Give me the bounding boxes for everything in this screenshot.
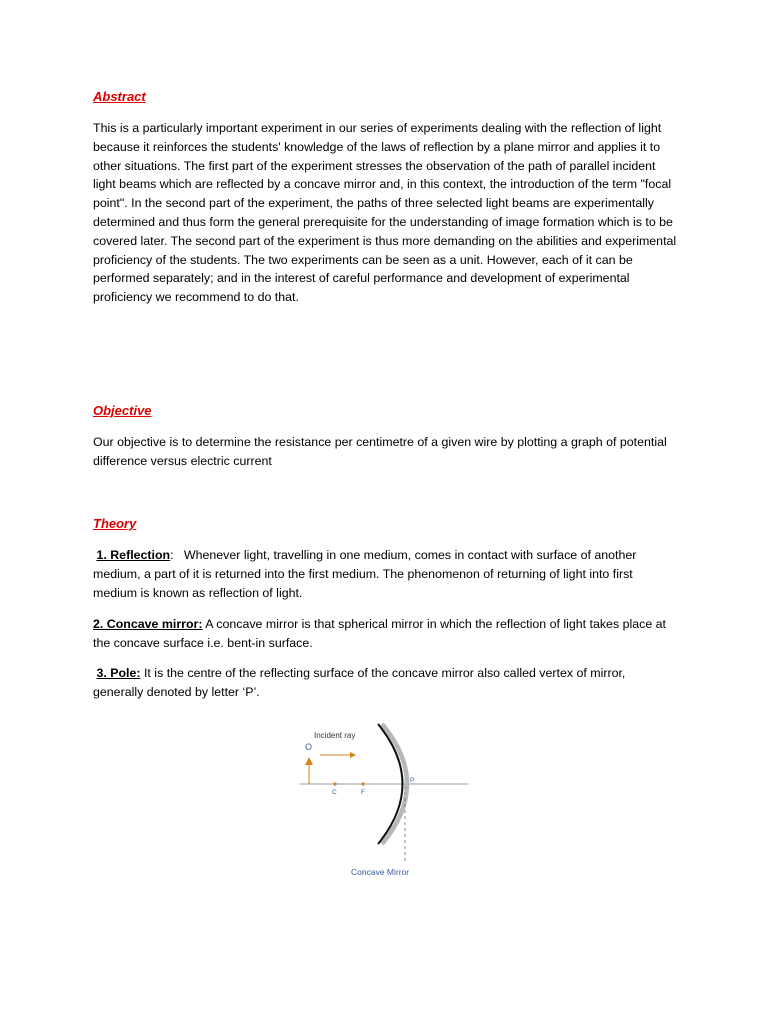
theory-item-pole (93, 664, 678, 702)
object-arrowhead-icon (305, 757, 313, 765)
theory-definition: Whenever light, travelling in one medium, comes in contact with surface of another medium, a part of it is returned into the first medium. The phenomenon of returning of light into first medium is known as reflection of light. (93, 548, 637, 600)
theory-heading: Theory (93, 516, 137, 531)
objective-paragraph: Our objective is to determine the resistance per centimetre of a given wire by plotting a graph of potential difference versus electric current (93, 435, 667, 468)
center-point (333, 782, 336, 785)
object-label: O (305, 742, 313, 752)
diagram-caption: Concave Mirror (351, 867, 410, 877)
concave-mirror-diagram (290, 720, 480, 885)
theory-term: 2. Concave mirror: (93, 617, 203, 631)
focus-point (361, 782, 364, 785)
theory-definition: It is the centre of the reflecting surface of the concave mirror also called vertex of mirror, generally denoted by letter ‘P’. (93, 666, 626, 699)
abstract-paragraph: This is a particularly important experiment in our series of experiments dealing with the reflection of light because it reinforces the students' knowledge of the laws of reflection by a plane mirror and applies it to other situations. The first part of the experiment stresses the observation of the path of parallel incident light beams which are reflected by a concave mirror and, in this context, the introduction of the term "focal point". In the second part of the experiment, the paths of three selected light beams are experimentally determined and thus form the general prerequisite for the understanding of image formation which is to be covered later. The second part of the experiment is thus more demanding on the abilities and experimental proficiency of the students. The two experiments can be seen as a unit. However, each of it can be performed separately; and in the interest of careful performance and development of experimental proficiency we recommend to do that. (93, 121, 677, 305)
objective-heading: Objective (93, 403, 152, 418)
abstract-heading: Abstract (93, 89, 146, 104)
focus-label: F (361, 789, 365, 796)
incident-ray-label: Incident ray (314, 731, 356, 740)
center-label: C (332, 789, 337, 796)
theory-term: 3. Pole: (96, 666, 141, 680)
theory-item-reflection (93, 546, 678, 602)
theory-term-separator: : (170, 548, 174, 562)
theory-item-concave-mirror (93, 615, 678, 653)
incident-ray-arrowhead-icon (350, 752, 356, 758)
pole-label: P (410, 777, 415, 784)
theory-definition: A concave mirror is that spherical mirror in which the reflection of light takes place at the concave surface i.e. bent-in surface. (93, 617, 666, 650)
theory-term: 1. Reflection (96, 548, 171, 562)
